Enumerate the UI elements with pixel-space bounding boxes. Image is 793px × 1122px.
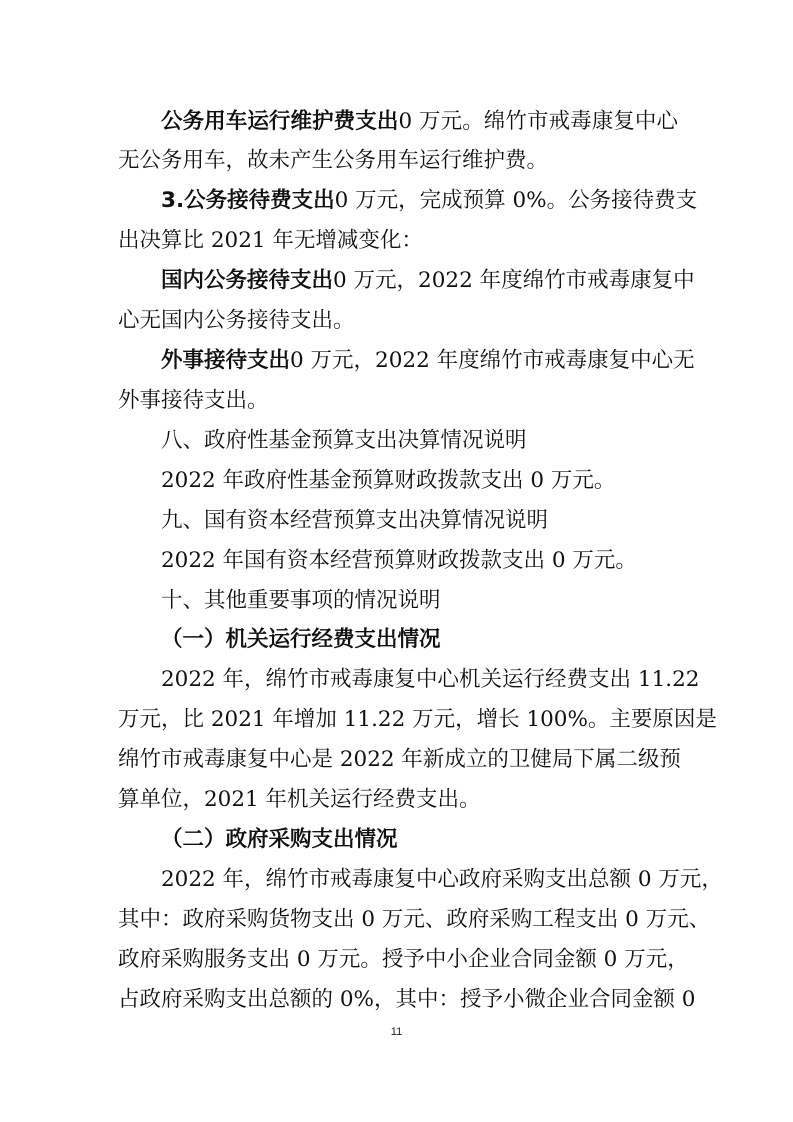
bold-term: 3.公务接待费支出 [161, 188, 335, 213]
paragraph-foreign-reception-line-2: 外事接待支出。 [118, 388, 269, 413]
bold-term: 公务用车运行维护费支出 [161, 109, 399, 134]
paragraph-operating-costs-line-3: 绵竹市戒毒康复中心是 2022 年新成立的卫健局下属二级预 [118, 747, 681, 772]
section-heading-9: 九、国有资本经营预算支出决算情况说明 [161, 508, 549, 533]
paragraph-procurement-line-1: 2022 年，绵竹市戒毒康复中心政府采购支出总额 0 万元， [161, 867, 723, 892]
paragraph-operating-costs-line-1: 2022 年，绵竹市戒毒康复中心机关运行经费支出 11.22 [161, 667, 700, 692]
paragraph-domestic-reception-line-2: 心无国内公务接待支出。 [118, 308, 355, 333]
paragraph-procurement-line-4: 占政府采购支出总额的 0%，其中：授予小微企业合同金额 0 [118, 987, 696, 1012]
bold-term: 外事接待支出 [161, 348, 291, 373]
paragraph-section-8: 2022 年政府性基金预算财政拨款支出 0 万元。 [161, 468, 616, 493]
subsection-heading-1: （一）机关运行经费支出情况 [161, 627, 441, 652]
paragraph-reception-line-2: 出决算比 2021 年无增减变化： [118, 228, 423, 253]
page-number: 11 [390, 1026, 403, 1038]
paragraph-operating-costs-line-4: 算单位，2021 年机关运行经费支出。 [118, 787, 481, 812]
subsection-heading-2: （二）政府采购支出情况 [161, 827, 398, 852]
paragraph-operating-costs-line-2: 万元，比 2021 年增加 11.22 万元，增长 100%。主要原因是 [118, 707, 717, 732]
paragraph-vehicle-maintenance-line-2: 无公务用车，故未产生公务用车运行维护费。 [118, 148, 549, 173]
section-heading-8: 八、政府性基金预算支出决算情况说明 [161, 428, 527, 453]
bold-term: 国内公务接待支出 [161, 268, 334, 293]
paragraph-section-9: 2022 年国有资本经营预算财政拨款支出 0 万元。 [161, 548, 637, 573]
section-heading-10: 十、其他重要事项的情况说明 [161, 588, 441, 613]
paragraph-procurement-line-3: 政府采购服务支出 0 万元。授予中小企业合同金额 0 万元， [118, 947, 689, 972]
paragraph-vehicle-maintenance-line-1: 公务用车运行维护费支出0 万元。绵竹市戒毒康复中心 [161, 109, 678, 134]
paragraph-procurement-line-2: 其中：政府采购货物支出 0 万元、政府采购工程支出 0 万元、 [118, 907, 711, 932]
paragraph-foreign-reception-line-1: 外事接待支出0 万元，2022 年度绵竹市戒毒康复中心无 [161, 348, 695, 373]
paragraph-domestic-reception-line-1: 国内公务接待支出0 万元，2022 年度绵竹市戒毒康复中 [161, 268, 695, 293]
paragraph-reception-line-1: 3.公务接待费支出0 万元，完成预算 0%。公务接待费支 [161, 188, 698, 213]
